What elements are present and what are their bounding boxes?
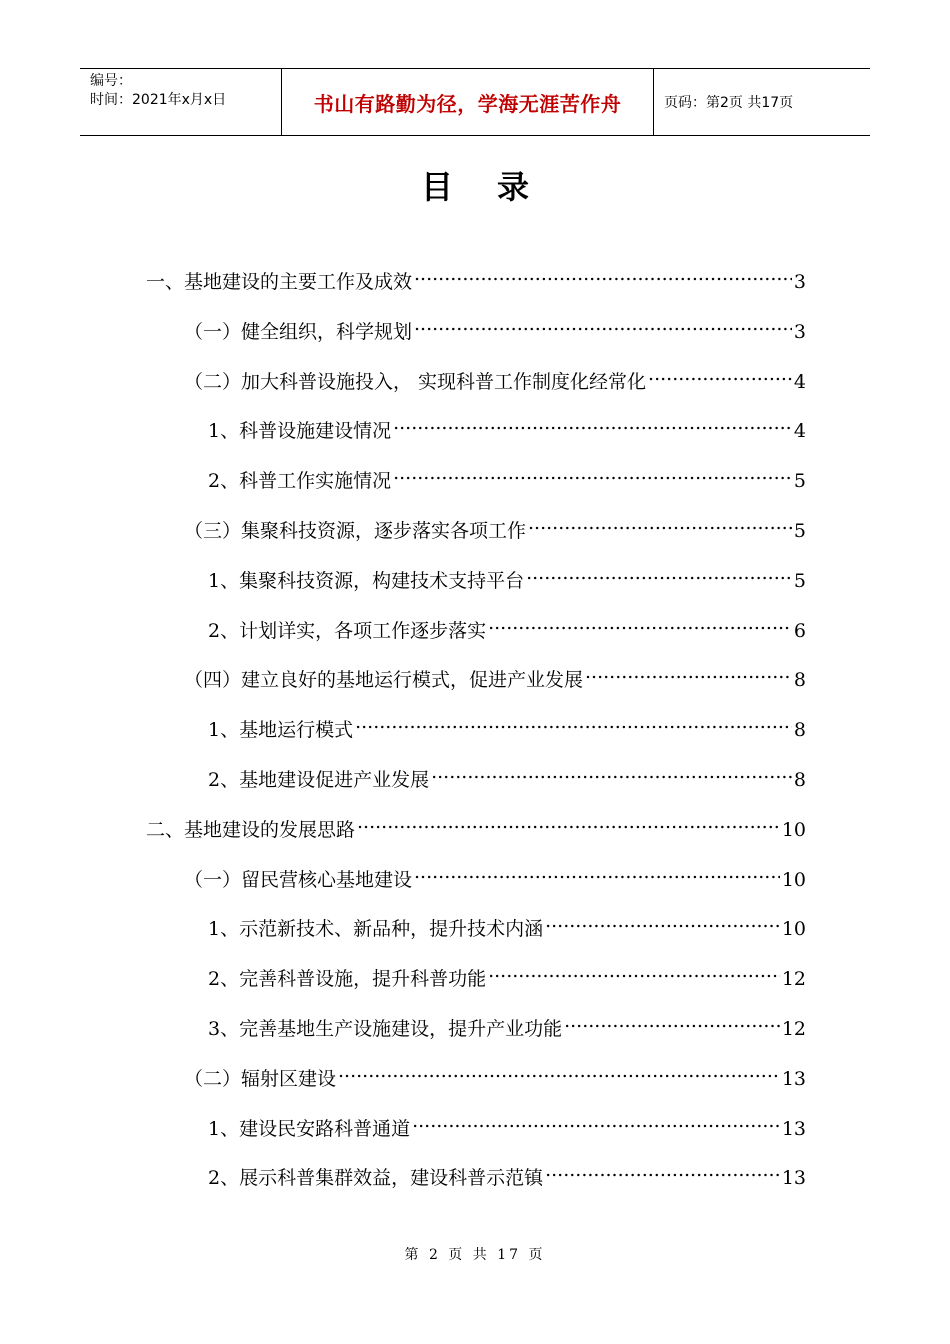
toc-entry-page: 4 <box>793 370 806 393</box>
toc-entry-page: 8 <box>793 769 806 791</box>
toc-leader-dots <box>488 609 792 637</box>
toc-entry-page: 5 <box>793 520 806 542</box>
toc-entry-label: 2、基地建设促进产业发展 <box>208 769 430 791</box>
toc-entry-page: 13 <box>781 1117 806 1140</box>
toc-entry-label: （一）健全组织，科学规划 <box>184 320 413 343</box>
toc-entry[interactable] <box>208 907 806 941</box>
toc-leader-dots <box>545 1156 780 1184</box>
toc-entry-label: 1、集聚科技资源，构建技术支持平台 <box>208 569 525 592</box>
toc-leader-dots <box>414 858 780 886</box>
toc-entry-page: 13 <box>781 1167 806 1190</box>
toc-leader-dots <box>545 907 780 935</box>
toc-entry[interactable] <box>184 858 806 891</box>
toc-entry-label: 3、完善基地生产设施建设，提升产业功能 <box>208 1018 563 1040</box>
toc-entry-page: 10 <box>781 918 806 941</box>
toc-entry[interactable] <box>208 609 806 642</box>
toc-leader-dots <box>338 1057 780 1085</box>
toc-entry[interactable] <box>208 1156 806 1190</box>
toc-entry[interactable] <box>208 559 806 592</box>
toc-entry-page: 12 <box>781 968 806 991</box>
toc-entry-page: 6 <box>793 619 806 642</box>
toc-entry-label: 1、科普设施建设情况 <box>208 420 392 443</box>
toc-entry-label: （四）建立良好的基地运行模式，促进产业发展 <box>184 669 584 692</box>
toc-entry-label: 2、完善科普设施，提升科普功能 <box>208 968 487 991</box>
toc-entry-page: 3 <box>793 320 806 343</box>
toc-entry-page: 10 <box>781 818 806 841</box>
toc-leader-dots <box>414 260 792 288</box>
toc-entry-page: 13 <box>781 1067 806 1090</box>
toc-entry-label: 2、科普工作实施情况 <box>208 470 392 493</box>
toc-entry-page: 5 <box>793 569 806 592</box>
toc-entry[interactable] <box>208 459 806 493</box>
toc-entry[interactable] <box>146 260 806 293</box>
toc-entry-page: 8 <box>793 669 806 692</box>
toc-leader-dots <box>488 957 780 985</box>
page-title: 目录 <box>420 168 573 206</box>
toc-entry[interactable] <box>208 708 806 742</box>
toc-leader-dots <box>355 708 792 736</box>
toc-entry[interactable] <box>208 957 806 991</box>
toc-leader-dots <box>357 808 780 836</box>
toc-entry-label: （一）留民营核心基地建设 <box>184 868 413 891</box>
toc-leader-dots <box>648 360 792 388</box>
header-motto-cell <box>281 69 654 135</box>
toc-entry-label: 2、计划详实，各项工作逐步落实 <box>208 619 487 642</box>
toc-leader-dots <box>528 509 792 537</box>
toc-entry[interactable] <box>208 758 806 791</box>
toc-leader-dots <box>414 310 792 338</box>
toc-entry[interactable] <box>208 1107 806 1140</box>
header-motto: 书山有路勤为径，学海无涯苦作舟 <box>313 91 622 116</box>
toc-entry-page: 5 <box>793 470 806 493</box>
toc-leader-dots <box>431 758 792 786</box>
toc-leader-dots <box>412 1107 780 1135</box>
toc-leader-dots <box>526 559 792 587</box>
toc-entry[interactable] <box>184 1057 806 1090</box>
toc-entry-page: 3 <box>793 271 806 293</box>
number-label: 编号： <box>90 73 132 89</box>
toc-entry-page: 10 <box>781 868 806 891</box>
toc-entry[interactable] <box>184 509 806 542</box>
toc-entry-label: 1、基地运行模式 <box>208 719 354 742</box>
toc-entry-label: 1、示范新技术、新品种，提升技术内涵 <box>208 918 544 941</box>
toc-entry-label: 1、建设民安路科普通道 <box>208 1117 411 1140</box>
toc-leader-dots <box>564 1007 780 1035</box>
toc-entry[interactable] <box>184 360 806 393</box>
toc-leader-dots <box>585 658 792 686</box>
header-meta <box>80 69 281 135</box>
page-header <box>80 68 870 136</box>
page-footer: 第 2 页 共 17 页 <box>404 1247 546 1263</box>
toc-entry-label: （二）加大科普设施投入， 实现科普工作制度化经常化 <box>184 370 647 393</box>
toc-entry[interactable] <box>184 658 806 692</box>
toc-entry-label: （三）集聚科技资源，逐步落实各项工作 <box>184 520 527 542</box>
toc-entry-page: 8 <box>793 719 806 742</box>
toc-entry-label: 一、基地建设的主要工作及成效 <box>146 271 413 293</box>
toc-entry-label: 二、基地建设的发展思路 <box>146 818 356 841</box>
toc-leader-dots <box>393 459 792 487</box>
toc-entry[interactable] <box>146 808 806 841</box>
toc-entry[interactable] <box>208 409 806 443</box>
toc-entry-label: （二）辐射区建设 <box>184 1067 337 1090</box>
toc-entry[interactable] <box>184 310 806 343</box>
header-page-info: 页码：第2页 共17页 <box>664 95 794 111</box>
toc-entry-page: 12 <box>781 1018 806 1040</box>
toc-leader-dots <box>393 409 792 437</box>
toc-entry-page: 4 <box>793 420 806 443</box>
toc-entry-label: 2、展示科普集群效益，建设科普示范镇 <box>208 1167 544 1190</box>
time-label: 时间：2021年x月x日 <box>90 92 227 108</box>
toc-entry[interactable] <box>208 1007 806 1040</box>
